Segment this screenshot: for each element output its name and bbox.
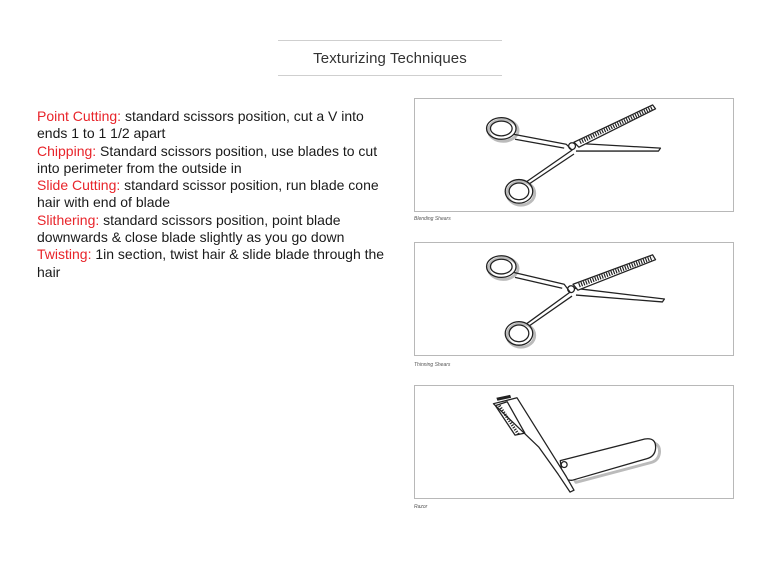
technique-term: Point Cutting: [37, 108, 122, 124]
technique-description: standard scissors position, point blade downwards & close blade slightly as you go down [37, 211, 345, 246]
caption-thinning-shears: Thinning Shears [414, 362, 451, 368]
technique-point-cutting [37, 108, 387, 143]
technique-description: Standard scissors position, use blades to cut into perimeter from the outside in [37, 142, 378, 176]
title-bar [278, 40, 502, 76]
technique-twisting [37, 246, 387, 281]
page-title: Texturizing Techniques [313, 49, 467, 67]
technique-description: 1in section, twist hair & slide blade through the hair [37, 246, 385, 280]
technique-slide-cutting [37, 177, 387, 212]
technique-term: Twisting: [37, 246, 92, 263]
technique-term: Slide Cutting: [37, 177, 121, 194]
figure-blending-shears [414, 98, 734, 212]
technique-term: Chipping: [37, 142, 97, 159]
figure-razor [414, 385, 734, 499]
thinning-shears-icon [415, 243, 733, 355]
technique-description: standard scissors position, cut a V into ends 1 to 1 1/2 apart [37, 108, 364, 142]
technique-term: Slithering: [37, 211, 100, 228]
blending-shears-icon [415, 99, 733, 211]
techniques-list [37, 108, 387, 281]
caption-razor: Razor [414, 504, 428, 510]
razor-icon [415, 386, 733, 498]
figure-thinning-shears [414, 242, 734, 356]
technique-chipping [37, 143, 387, 178]
caption-blending-shears: Blending Shears [414, 216, 451, 222]
technique-description: standard scissor position, run blade cone hair with end of blade [37, 177, 379, 211]
technique-slithering [37, 212, 387, 247]
